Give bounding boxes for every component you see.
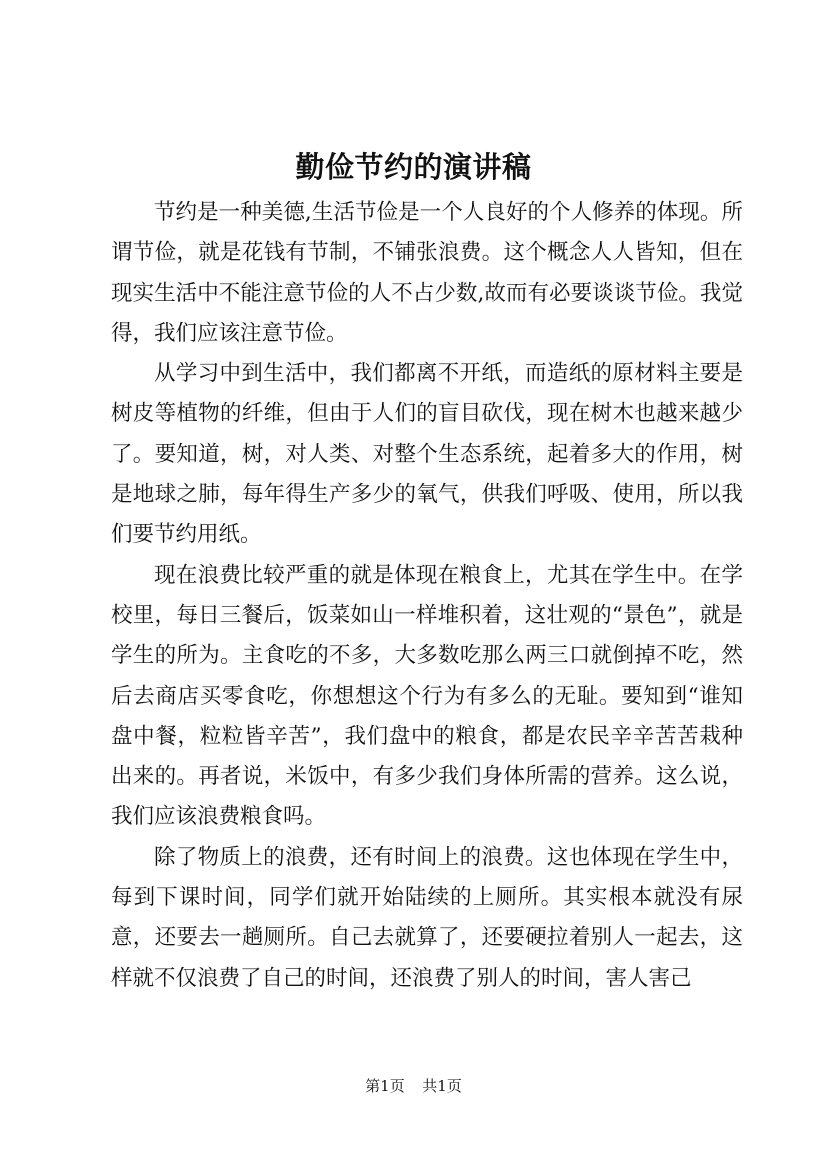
- paragraph-1: 节约是一种美德,生活节俭是一个人良好的个人修养的体现。所谓节俭，就是花钱有节制，不铺张浪费。这个概念人人皆知，但在现实生活中不能注意节俭的人不占少数,故而有必要谈谈节俭。我觉得，我们应该注意节俭。: [111, 200, 743, 346]
- paragraph-4: 除了物质上的浪费，还有时间上的浪费。这也体现在学生中，每到下课时间，同学们就开始陆续的上厕所。其实根本就没有尿意，还要去一趟厕所。自己去就算了，还要硬拉着别人一起去，这样就不仅浪费了自己的时间，还浪费了别人的时间，害人害己: [111, 844, 743, 991]
- total-pages: 共1页: [422, 1077, 462, 1095]
- document-body: [111, 193, 743, 999]
- page-number: 第1页: [365, 1077, 405, 1095]
- page-title: 勤俭节约的演讲稿: [295, 150, 532, 184]
- page-footer: [0, 1075, 827, 1097]
- paragraph-2: 从学习中到生活中，我们都离不开纸，而造纸的原材料主要是树皮等植物的纤维，但由于人们的盲目砍伐，现在树木也越来越少了。要知道，树，对人类、对整个生态系统，起着多大的作用，树是地球之肺，每年得生产多少的氧气，供我们呼吸、使用，所以我们要节约用纸。: [111, 361, 743, 548]
- paragraph-3: 现在浪费比较严重的就是体现在粮食上，尤其在学生中。在学校里，每日三餐后，饭菜如山一样堆积着，这壮观的“景色”，就是学生的所为。主食吃的不多，大多数吃那么两三口就倒掉不吃，然后去商店买零食吃，你想想这个行为有多么的无耻。要知到“谁知盘中餐，粒粒皆辛苦”，我们盘中的粮食，都是农民辛辛苦苦栽种出来的。再者说，米饭中，有多少我们身体所需的营养。这么说，我们应该浪费粮食吗。: [111, 562, 743, 830]
